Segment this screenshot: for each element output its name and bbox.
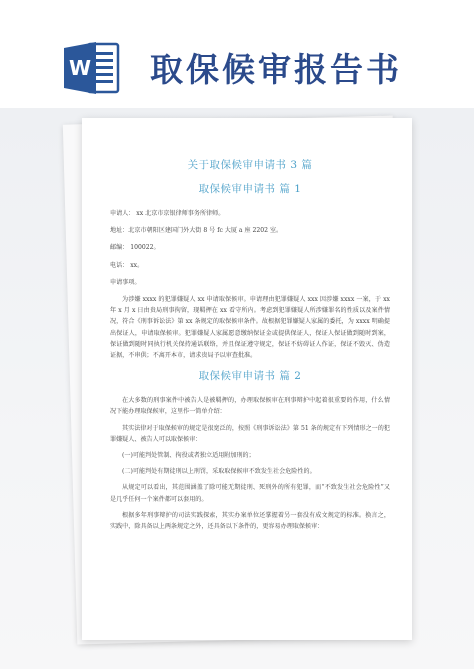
section-2-paragraph: 在大多数的刑事案件中被告人是被羁押的，办理取保候审在刑事辩护中起着很重要的作用，什么情况下能办理取保候审，这里作一简单介绍： <box>110 397 390 416</box>
address-line: 地址：北京市朝阳区建国门外大街 8 号 fc 大厦 a 座 2202 室。 <box>110 227 283 235</box>
section-1-title: 取保候审申请书 篇 1 <box>198 183 302 195</box>
section-2-paragraph: 根据多年刑事辩护的司法实践探索，其实办案单位还掌握着另一套没有成文规定的标准。换言之，实践中，除具备以上两条规定之外，还具备以下条件的，更容易办理取保候审： <box>110 511 390 531</box>
applicant-line: 申请人： xx 北京市京银律师事务所律师。 <box>110 210 225 217</box>
section-2-paragraph: (一)可能判处管制、拘役或者独立适用附加刑的； <box>122 452 255 460</box>
header-banner <box>0 0 474 108</box>
document-title: 关于取保候审申请书 3 篇 <box>187 159 313 171</box>
postcode-line: 邮编： 100022。 <box>110 244 160 252</box>
section-1-body: 为涉嫌 xxxx 的犯罪嫌疑人 xx 申请取保候审。申请理由犯罪嫌疑人 xxx 因涉嫌 xxxx 一案，于 xx 年 x 月 x 日由贵局刑事拘留，现羁押在 xx 看守所内。考虑到犯罪嫌疑人所涉嫌罪名的性质以及案件情况，符合《刑事诉讼法》第 xx 条规定的取保候审条件。故根据犯罪嫌疑人家属的委托，为 xxxx 明确提出保证人，申请取保候审。犯罪嫌疑人家属愿意缴纳保证金或提供保证人，保证人保证做到随时到案，保证做到随时同执行机关保持通话联络，并且保证遵守规定，保证不妨碍证人作证，保证不毁灭、伪造证据，不串供；不离开本市，请求贵局予以审查批准。 <box>110 296 390 360</box>
svg-text:W: W <box>68 56 92 80</box>
section-2-paragraph: 从规定可以看出，其范围涵盖了除可能无期徒刑、死刑外的所有犯罪，而“不致发生社会危险性”又是几乎任何一个案件都可以套用的。 <box>110 484 390 503</box>
section-2-title: 取保候审申请书 篇 2 <box>198 370 302 383</box>
matter-line: 申请事项。 <box>110 278 141 286</box>
page-title: 取保候审报告书 <box>150 50 402 89</box>
word-icon <box>62 38 122 98</box>
phone-line: 电话： xx。 <box>110 261 144 269</box>
section-2-paragraph: (二)可能判处有期徒刑以上刑罚，采取取保候审不致发生社会危险性的。 <box>122 468 316 476</box>
document-page <box>82 118 412 640</box>
section-2-paragraph: 其实法律对于取保候审的规定是很宽泛的，按照《刑事诉讼法》第 51 条的规定有下列情形之一的犯罪嫌疑人、被告人可以取保候审： <box>110 424 390 443</box>
